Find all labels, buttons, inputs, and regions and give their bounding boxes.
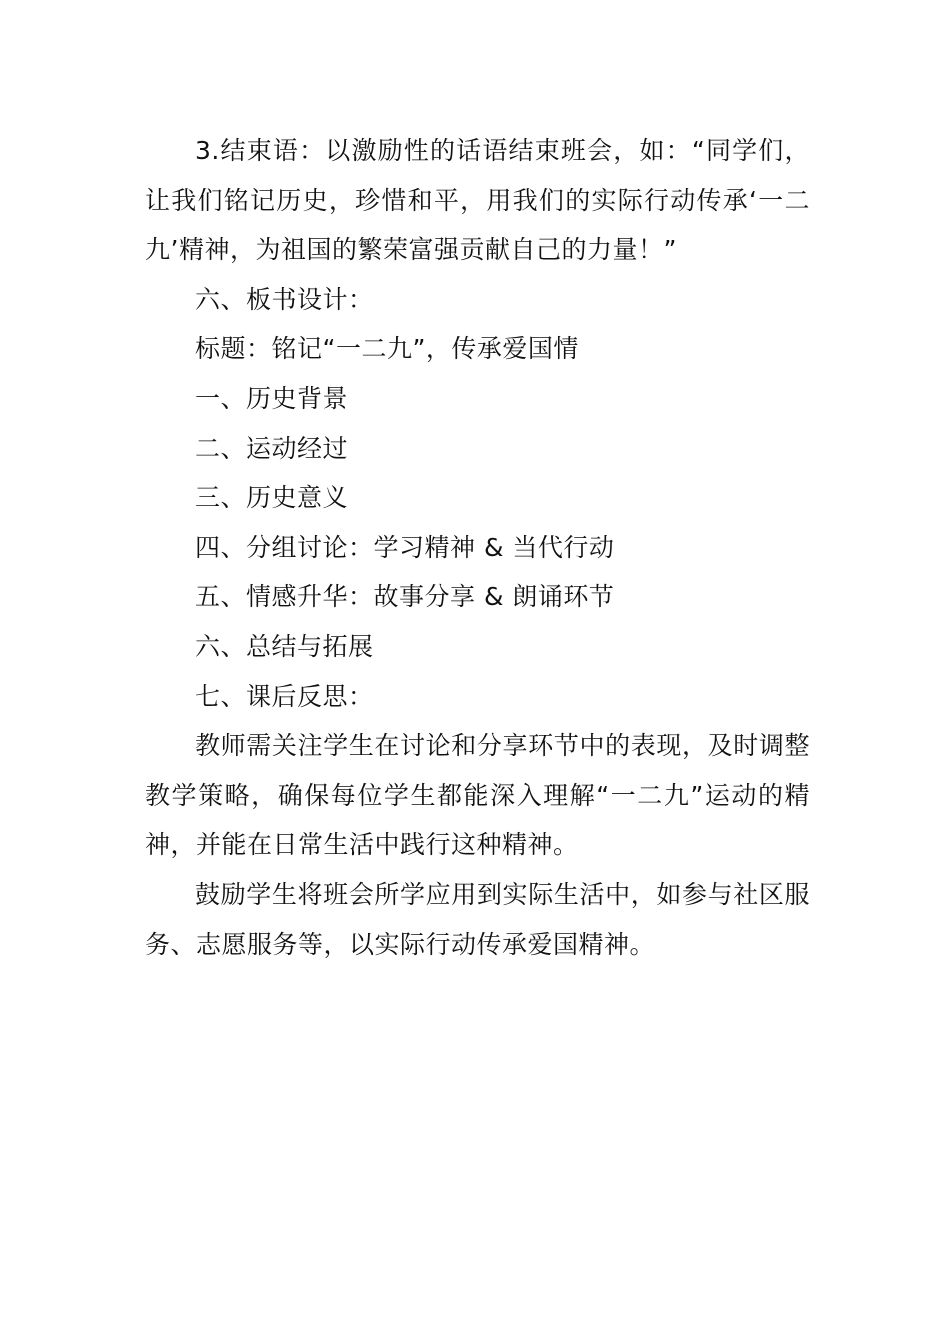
board-item-5: 五、情感升华：故事分享 & 朗诵环节 — [195, 582, 615, 612]
section-heading-reflection: 七、课后反思： — [195, 681, 374, 711]
reflection-paragraph-1: 教师需关注学生在讨论和分享环节中的表现，及时调整教学策略，确保每位学生都能深入理解“一二九”运动的精神，并能在日常生活中践行这种精神。 — [145, 731, 810, 860]
closing-remarks-paragraph: 3.结束语：以激励性的话语结束班会，如：“同学们，让我们铭记历史，珍惜和平，用我们的实际行动传承‘一二九’精神，为祖国的繁荣富强贡献自己的力量！” — [145, 136, 810, 265]
section-heading-board-design: 六、板书设计： — [195, 284, 374, 314]
board-item-2: 二、运动经过 — [195, 433, 349, 463]
board-item-6: 六、总结与拓展 — [195, 631, 374, 661]
document-page — [145, 126, 810, 969]
board-item-3: 三、历史意义 — [195, 483, 349, 513]
board-title-line: 标题：铭记“一二九”，传承爱国情 — [195, 334, 579, 364]
board-item-4: 四、分组讨论：学习精神 & 当代行动 — [195, 532, 615, 562]
reflection-paragraph-2: 鼓励学生将班会所学应用到实际生活中，如参与社区服务、志愿服务等，以实际行动传承爱国精神。 — [145, 879, 810, 959]
board-item-1: 一、历史背景 — [195, 383, 349, 413]
